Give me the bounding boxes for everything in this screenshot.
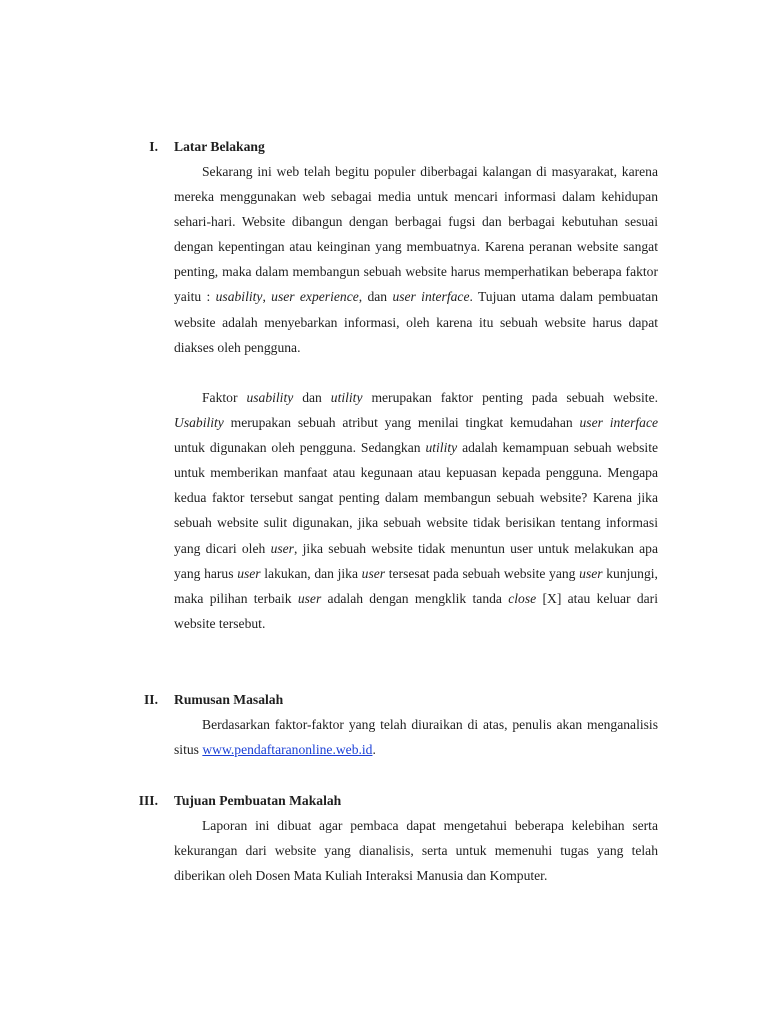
paragraph: Sekarang ini web telah begitu populer diberbagai kalangan di masyarakat, karena mereka menggunakan web sebagai media untuk mencari informasi dalam kehidupan sehari-hari. Website dibangun dengan berbagai fugsi dan berbagai kebutuhan sesuai dengan kepentingan atau keinginan yang membuatnya. Karena peranan website sangat penting, maka dalam membangun sebuah website harus memperhatikan beberapa faktor yaitu : usability, user experience, dan user interface. Tujuan utama dalam pembuatan website adalah menyebarkan informasi, oleh karena itu sebuah website harus dapat diakses oleh pengguna. [174, 164, 659, 355]
paragraph: Faktor usability dan utility merupakan faktor penting pada sebuah website. Usability merupakan sebuah atribut yang menilai tingkat kemudahan user interface untuk digunakan oleh pengguna. Sedangkan utility adalah kemampuan sebuah website untuk memberikan manfaat atau kegunaan atau kepuasan kepada pengguna. Mengapa kedua faktor tersebut sangat penting dalam membangun sebuah website? Karena jika sebuah website sulit digunakan, jika sebuah website tidak berisikan tentang informasi yang dicari oleh user, jika sebuah website tidak menuntun user untuk melakukan apa yang harus user lakukan, dan jika user tersesat pada sebuah website yang user kunjungi, maka pilihan terbaik user adalah dengan mengklik tanda close [X] atau keluar dari website tersebut. [174, 390, 659, 631]
website-link[interactable]: www.pendaftaranonline.web.id [202, 742, 373, 758]
section-number: II. [144, 692, 158, 707]
section-number: III. [138, 793, 158, 808]
section-heading: Tujuan Pembuatan Makalah [174, 793, 342, 808]
section-heading: Latar Belakang [174, 139, 265, 154]
paragraph: Berdasarkan faktor-faktor yang telah diuraikan di atas, penulis akan menganalisis situs www.pendaftaranonline.web.id. [174, 717, 658, 758]
section-number: I. [149, 139, 158, 154]
section-heading: Rumusan Masalah [174, 692, 284, 707]
paragraph: Laporan ini dibuat agar pembaca dapat mengetahui beberapa kelebihan serta kekurangan dari website yang dianalisis, serta untuk memenuhi tugas yang telah diberikan oleh Dosen Mata Kuliah Interaksi Manusia dan Komputer. [174, 818, 658, 884]
